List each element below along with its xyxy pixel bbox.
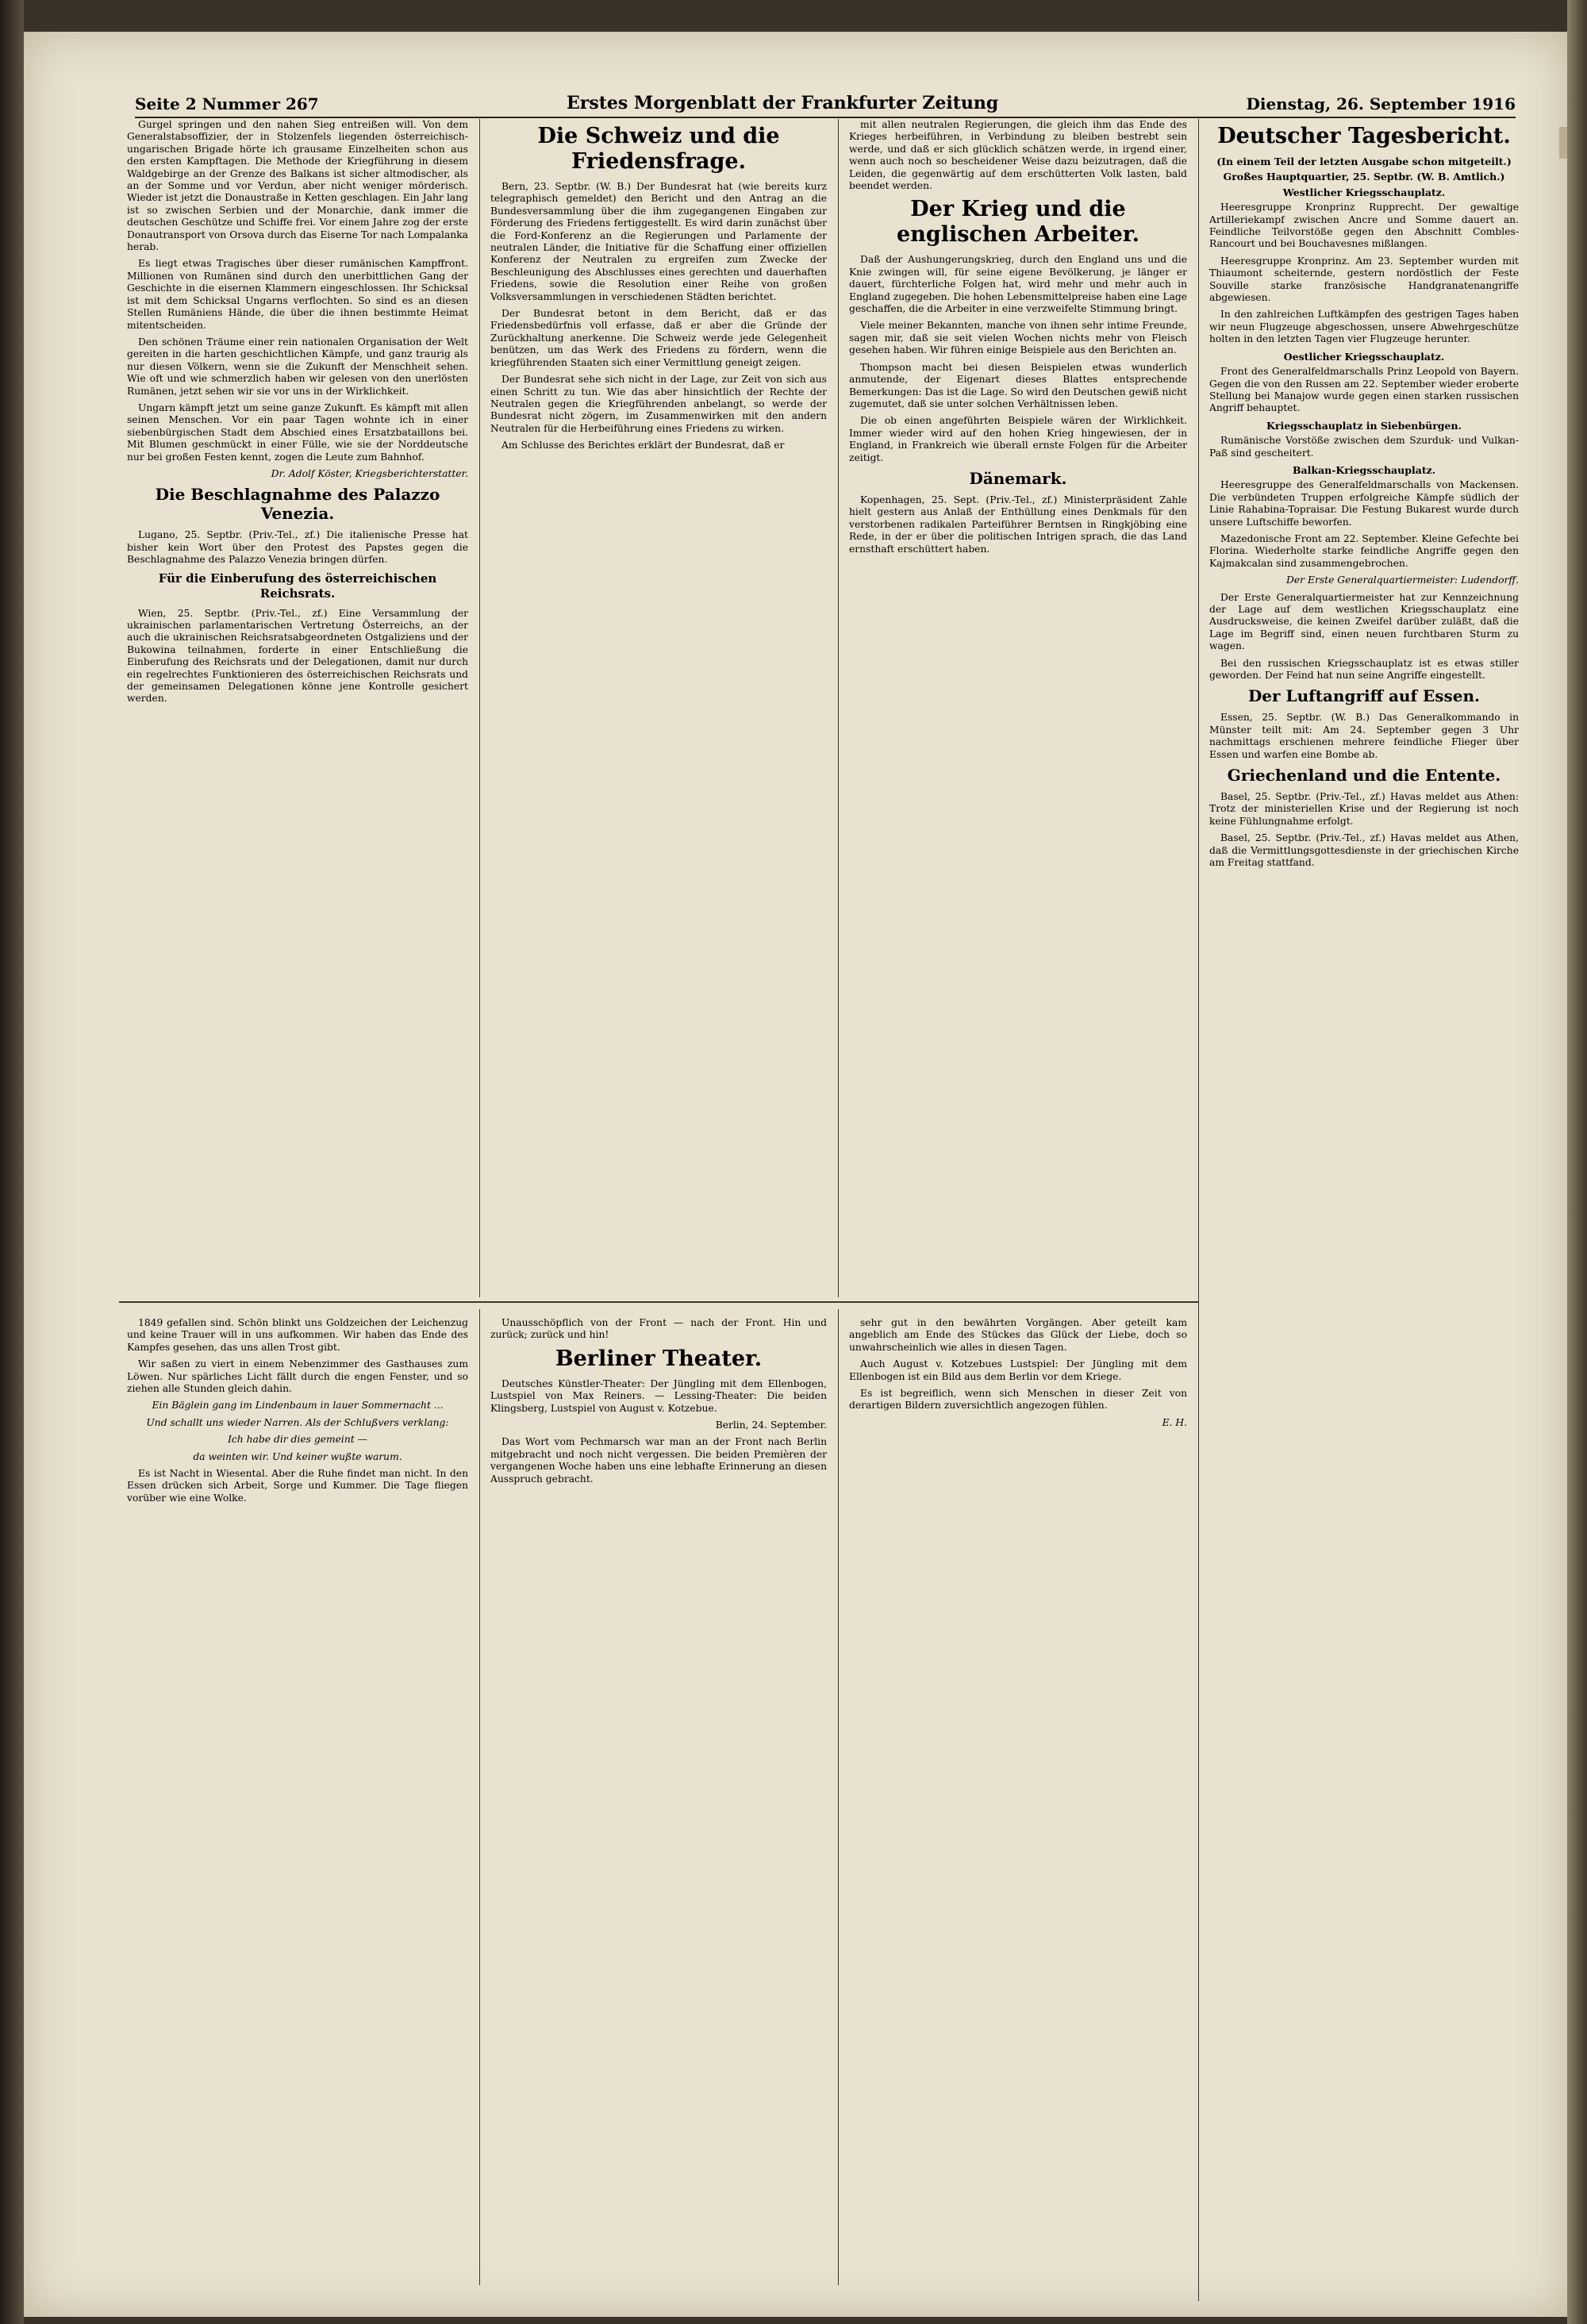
book-spine (0, 0, 24, 2324)
feuilleton-middle (490, 1317, 827, 2277)
issue-date: Dienstag, 26. September 1916 (1246, 94, 1516, 113)
headline-schweiz-friedensfrage: Die Schweiz und die Friedensfrage. (537, 124, 780, 174)
article-text: Front des Generalfeldmarschalls Prinz Leopold von Bayern. Gegen die von den Russen am 22. September wieder eroberte Stellung bei Manajow wurde gegen einen starken russischen Angriff behauptet. (1209, 366, 1519, 414)
paper-title: Erstes Morgenblatt der Frankfurter Zeitung (566, 93, 999, 113)
column-rule-5 (838, 1309, 839, 2285)
subheading: (In einem Teil der letzten Ausgabe schon mitgeteilt.) (1216, 156, 1512, 167)
article-text: In den zahlreichen Luftkämpfen des gestrigen Tages haben wir neun Flugzeuge abgeschossen, unsere Abwehrgeschütze holten in den letzten Tagen vier Flugzeuge herunter. (1209, 309, 1519, 345)
article-text: Kopenhagen, 25. Sept. (Priv.-Tel., zf.) Ministerpräsident Zahle hielt gestern aus Anlaß der Enthüllung eines Denkmals für den verstorbenen radikalen Parteiführer Berntsen in Ringkjöbing eine Rede, in der er über die politischen Intrigen sprach, die das Land ernsthaft erschüttert haben. (849, 494, 1187, 555)
dateline: Berlin, 24. September. (715, 1419, 827, 1431)
feuilleton-text: 1849 gefallen sind. Schön blinkt uns Goldzeichen der Leichenzug und keine Trauer will in uns aufkommen. Wir haben das Ende des Kampfes gesehen, das uns allen Trost gibt. (127, 1317, 468, 1353)
feuilleton-text: Das Wort vom Pechmarsch war man an der Front nach Berlin mitgebracht und noch nicht vergessen. Die beiden Premièren der vergangenen Woche haben uns eine lebhafte Erinnerung an diesen Ausspruch gebracht. (490, 1436, 827, 1485)
poem-line: Ein Bäglein gang im Lindenbaum in lauer Sommernacht ... (152, 1400, 444, 1412)
feuilleton-text: sehr gut in den bewährten Vorgängen. Aber geteilt kam angeblich am Ende des Stückes das Glück der Liebe, doch so unwahrscheinlich wie alles in diesen Tagen. (849, 1317, 1187, 1353)
front-heading: Westlicher Kriegsschauplatz. (1282, 186, 1446, 198)
column-rule-4 (479, 1309, 480, 2285)
article-text: Bern, 23. Septbr. (W. B.) Der Bundesrat hat (wie bereits kurz telegraphisch gemeldet) den Bericht und den Antrag an die Bundesversammlung über die ihm zugegangenen Eingaben zur Förderung des Friedens fertiggestellt. Es wird darin zunächst über die Ford-Konferenz an die Regierungen und Parlamente der neutralen Länder, die Initiative für die Schaffung einer offiziellen Konferenz der Neutralen zu ergreifen zum Zwecke der Beschleunigung des Abschlusses eines gerechten und dauerhaften Friedens, sowie die Resolution einer Reihe von großen Volksversammlungen in verschiedenen Städten berichtet. (490, 181, 827, 302)
article-text: Die ob einen angeführten Beispiele wären der Wirklichkeit. Immer wieder wird auf den hohen Krieg hingewiesen, der in England, in Frankreich wie überall ernste Folgen für die Arbeiter zeitigt. (849, 415, 1187, 463)
article-text: Bei den russischen Kriegsschauplatz ist es etwas stiller geworden. Der Feind hat nun seine Angriffe eingestellt. (1209, 657, 1519, 682)
article-text: Am Schlusse des Berichtes erklärt der Bundesrat, daß er (501, 440, 785, 451)
article-text: Es liegt etwas Tragisches über dieser rumänischen Kampffront. Millionen von Rumänen sind durch den unerbittlichen Gang der Geschichte in die eisernen Klammern eingeschlossen. Ihr Schicksal ist mit dem Schicksal Ungarns verflochten. So sind es an diesen Stellen Rumäniens Hände, die über die ihnen bestimmte Heimat mitentscheiden. (127, 258, 468, 331)
headline-englische-arbeiter: Der Krieg und die englischen Arbeiter. (897, 197, 1139, 248)
page-label: Seite 2 Nummer 267 (135, 94, 319, 113)
article-signature: Der Erste Generalquartiermeister: Ludendorff. (1286, 574, 1519, 586)
column-rule-3 (1198, 119, 1199, 2301)
feuilleton-text: Es ist Nacht in Wiesental. Aber die Ruhe findet man nicht. In den Essen drücken sich Arbeit, Sorge und Kummer. Die Tage fliegen vorüber wie eine Wolke. (127, 1468, 468, 1504)
column-4 (1209, 119, 1519, 2277)
feuilleton-text: Unausschöpflich von der Front — nach der Front. Hin und zurück; zurück und hin! (490, 1317, 827, 1341)
feuilleton-left (127, 1317, 468, 2277)
article-signature: Dr. Adolf Köster, Kriegsberichterstatter. (271, 467, 468, 479)
feuilleton-text: Wir saßen zu viert in einem Nebenzimmer des Gasthauses zum Löwen. Nur spärliches Licht fällt durch die engen Fenster, und so ziehen alle Stunden gleich dahin. (127, 1358, 468, 1395)
article-text: Den schönen Träume einer rein nationalen Organisation der Welt gereiten in die harten geschichtlichen Kämpfe, und ganz traurig als nur diesen Völkern, wenn sie die Zukunft der Menschheit sehen. Wie oft und wie schmerzlich haben wir gelesen von den unerlösten Rumänen, jetzt sehen wir sie vor uns in der Wirklichkeit. (127, 336, 468, 397)
front-heading: Oestlicher Kriegsschauplatz. (1283, 350, 1445, 363)
article-text: Der Bundesrat betont in dem Bericht, daß er das Friedensbedürfnis voll erfasse, daß er aber die Gründe der Zurückhaltung anerkenne. Die Schweiz werde jede Gelegenheit benützen, um das Werk des Friedens zu fördern, wenn die kriegführenden Staaten sich einer Vermittlung geneigt zeigen. (490, 308, 827, 368)
article-text: Mazedonische Front am 22. September. Kleine Gefechte bei Florina. Wiederholte starke feindliche Angriffe gegen den Kajmakcalan sind zusammengebrochen. (1209, 532, 1519, 569)
article-text: Der Erste Generalquartiermeister hat zur Kennzeichnung der Lage auf dem westlichen Kriegsschauplatz eine Ausdrucksweise, die keinen Zweifel darüber zuläßt, daß die Lage im Begriff sind, einen neuen furchtbaren Sturm zu wagen. (1209, 591, 1519, 652)
article-text: Lugano, 25. Septbr. (Priv.-Tel., zf.) Die italienische Presse hat bisher kein Wort über den Protest des Papstes gegen die Beschlagnahme des Palazzo Venezia bringen dürfen. (127, 529, 468, 566)
column-3 (849, 119, 1187, 1293)
article-text: mit allen neutralen Regierungen, die gleich ihm das Ende des Krieges herbeiführen, in Verbindung zu bleiben bestrebt sein werde, und daß er sich glücklich schätzen werde, in irgend einer, wenn auch noch so bescheidener Weise dazu beizutragen, daß die Leiden, die gegenwärtig auf dem erschütterten Volk lasten, bald beendet werden. (849, 119, 1187, 192)
feuilleton-text: Auch August v. Kotzebues Lustspiel: Der Jüngling mit dem Ellenbogen ist ein Bild aus dem Berlin vor dem Kriege. (849, 1358, 1187, 1382)
headline-berliner-theater: Berliner Theater. (555, 1346, 763, 1371)
article-text: Essen, 25. Septbr. (W. B.) Das Generalkommando in Münster teilt mit: Am 24. September gegen 3 Uhr nachmittags erschienen mehrere feindliche Flieger über Essen und warfen eine Bombe ab. (1209, 712, 1519, 760)
article-text: Viele meiner Bekannten, manche von ihnen sehr intime Freunde, sagen mir, daß sie seit vielen Wochen nichts mehr von Fleisch gesehen haben. Wir führen einige Beispiele aus den Berichten an. (849, 320, 1187, 356)
article-text: Heeresgruppe Kronprinz Rupprecht. Der gewaltige Artilleriekampf zwischen Ancre und Somme dauert an. Feindliche Teilvorstöße gegen den Abschnitt Combles-Rancourt und bei Bouchavesnes mißlangen. (1209, 202, 1519, 250)
feuilleton-text: Deutsches Künstler-Theater: Der Jüngling mit dem Ellenbogen, Lustspiel von Max Reiners. — Lessing-Theater: Die beiden Klingsberg, Lustspiel von August v. Kotzebue. (490, 1377, 827, 1414)
headline-daenemark: Dänemark. (969, 468, 1067, 488)
column-1 (127, 119, 468, 1293)
column-2 (490, 119, 827, 1293)
page-clip (1559, 127, 1567, 159)
headline-luftangriff-essen: Der Luftangriff auf Essen. (1247, 686, 1481, 706)
article-text: Der Bundesrat sehe sich nicht in der Lage, zur Zeit von sich aus einen Schritt zu tun. Wie das aber hinsichtlich der Rechte der Neutralen gegen die Kriegführenden anbelangt, so werde der Bundesrat nicht zögern, im Zusammenwirken mit den andern Neutralen für die Herbeiführung eines Friedens zu wirken. (490, 374, 827, 434)
article-text: Basel, 25. Septbr. (Priv.-Tel., zf.) Havas meldet aus Athen: Trotz der ministeriellen Krise und der Regierung ist noch keine Fühlungnahme erfolgt. (1209, 791, 1519, 827)
masthead (135, 83, 1516, 118)
article-text: Rumänische Vorstöße zwischen dem Szurduk- und Vulkan-Paß sind gescheitert. (1209, 435, 1519, 459)
column-rule-2 (838, 119, 839, 1297)
poem-line: da weinten wir. Und keiner wußte warum. (193, 1450, 402, 1462)
article-text: Heeresgruppe des Generalfeldmarschalls von Mackensen. Die verbündeten Truppen erfolgreiche Kämpfe südlich der Linie Rahabina-Topraisar. Die Festung Bukarest wurde durch unsere Luftschiffe beworfen. (1209, 479, 1519, 528)
feuilleton-right (849, 1317, 1187, 2277)
front-heading: Kriegsschauplatz in Siebenbürgen. (1266, 419, 1462, 432)
article-text: Thompson macht bei diesen Beispielen etwas wunderlich anmutende, der Eigenart dieses Blattes entsprechende Bemerkungen: Das ist die Lage. So wird den Deutschen gewiß nicht zugemutet, daß sie unter solchen Verhältnissen leben. (849, 361, 1187, 409)
headline-palazzo-venezia: Die Beschlagnahme des Palazzo Venezia. (155, 485, 440, 524)
article-text: Basel, 25. Septbr. (Priv.-Tel., zf.) Havas meldet aus Athen, daß die Vermittlungsgottesdienste in der griechischen Kirche am Freitag stattfand. (1209, 832, 1519, 869)
headline-griechenland: Griechenland und die Entente. (1227, 766, 1501, 786)
subheading: Großes Hauptquartier, 25. Septbr. (W. B. Amtlich.) (1223, 171, 1505, 183)
section-divider (119, 1301, 1198, 1303)
headline-reichsrat: Für die Einberufung des österreichischen Reichsrats. (158, 570, 437, 601)
poem-line: Und schallt uns wieder Narren. Als der Schlußvers verklang: (146, 1416, 449, 1428)
article-text: Daß der Aushungerungskrieg, durch den England uns und die Knie zwingen will, für seine eigene Bevölkerung, je länger er dauert, fürchterliche Folgen hat, wird mehr und mehr auch in England zugegeben. Die hohen Lebensmittelpreise haben eine Lage geschaffen, die die Arbeiter in eine verzweifelte Stimmung bringt. (849, 254, 1187, 315)
article-text: Heeresgruppe Kronprinz. Am 23. September wurden mit Thiaumont scheiternde, gestern nordöstlich der Feste Souville starke französische Handgranatenangriffe abgewiesen. (1209, 255, 1519, 304)
author-initials: E. H. (1162, 1416, 1187, 1428)
article-text: Ungarn kämpft jetzt um seine ganze Zukunft. Es kämpft mit allen seinen Menschen. Vor ein paar Tagen wohnte ich in einer siebenbürgischen Stadt dem Abschied eines Ersatzbataillons bei. Mit Blumen geschmückt in einer Fülle, wie sie der Norddeutsche nur bei großen Festen kennt, zogen die Leute zum Bahnhof. (127, 401, 468, 463)
article-text: Wien, 25. Septbr. (Priv.-Tel., zf.) Eine Versammlung der ukrainischen parlamentarischen Vertretung Österreichs, an der auch die ukrainischen Reichsratsabgeordneten Ostgaliziens und der Bukowina teilnahmen, forderte in einer Entschließung die Einberufung des Reichsrats und der Delegationen, damit nur durch ein regelrechtes Funktionieren des österreichischen Reichsrats und der gemeinsamen Delegationen könne jene Kontrolle gesichert werden. (127, 607, 468, 705)
feuilleton-text: Es ist begreiflich, wenn sich Menschen in dieser Zeit von derartigen Bildern zuversichtlich angezogen fühlen. (849, 1388, 1187, 1412)
headline-tagesbericht: Deutscher Tagesbericht. (1217, 124, 1511, 148)
article-text: Gurgel springen und den nahen Sieg entreißen will. Von dem Generalstabsoffizier, der in Stolzenfels liegenden österreichisch-ungarischen Brigade hörte ich grausame Einzelheiten schon aus den ersten Kampftagen. Die Methode der Kriegführung in diesem Waldgebirge an der Grenze des Balkans ist sicher altmodischer, als an der Somme und vor Verdun, aber nicht weniger mörderisch. Wieder ist jetzt die Donaustraße in Ketten geschlagen. Ein Jahr lang ist so zwischen Serbien und der Monarchie, dank immer die deutschen Geschütze und Schiffe frei. Vor einem Jahre zog der erste Donautransport von Orsova durch das Eiserne Tor nach Lompalanka herab. (127, 119, 468, 253)
column-rule-1 (479, 119, 480, 1297)
poem-line: Ich habe dir dies gemeint — (228, 1434, 367, 1446)
page-edge (1567, 0, 1587, 2324)
front-heading: Balkan-Kriegsschauplatz. (1292, 463, 1436, 476)
